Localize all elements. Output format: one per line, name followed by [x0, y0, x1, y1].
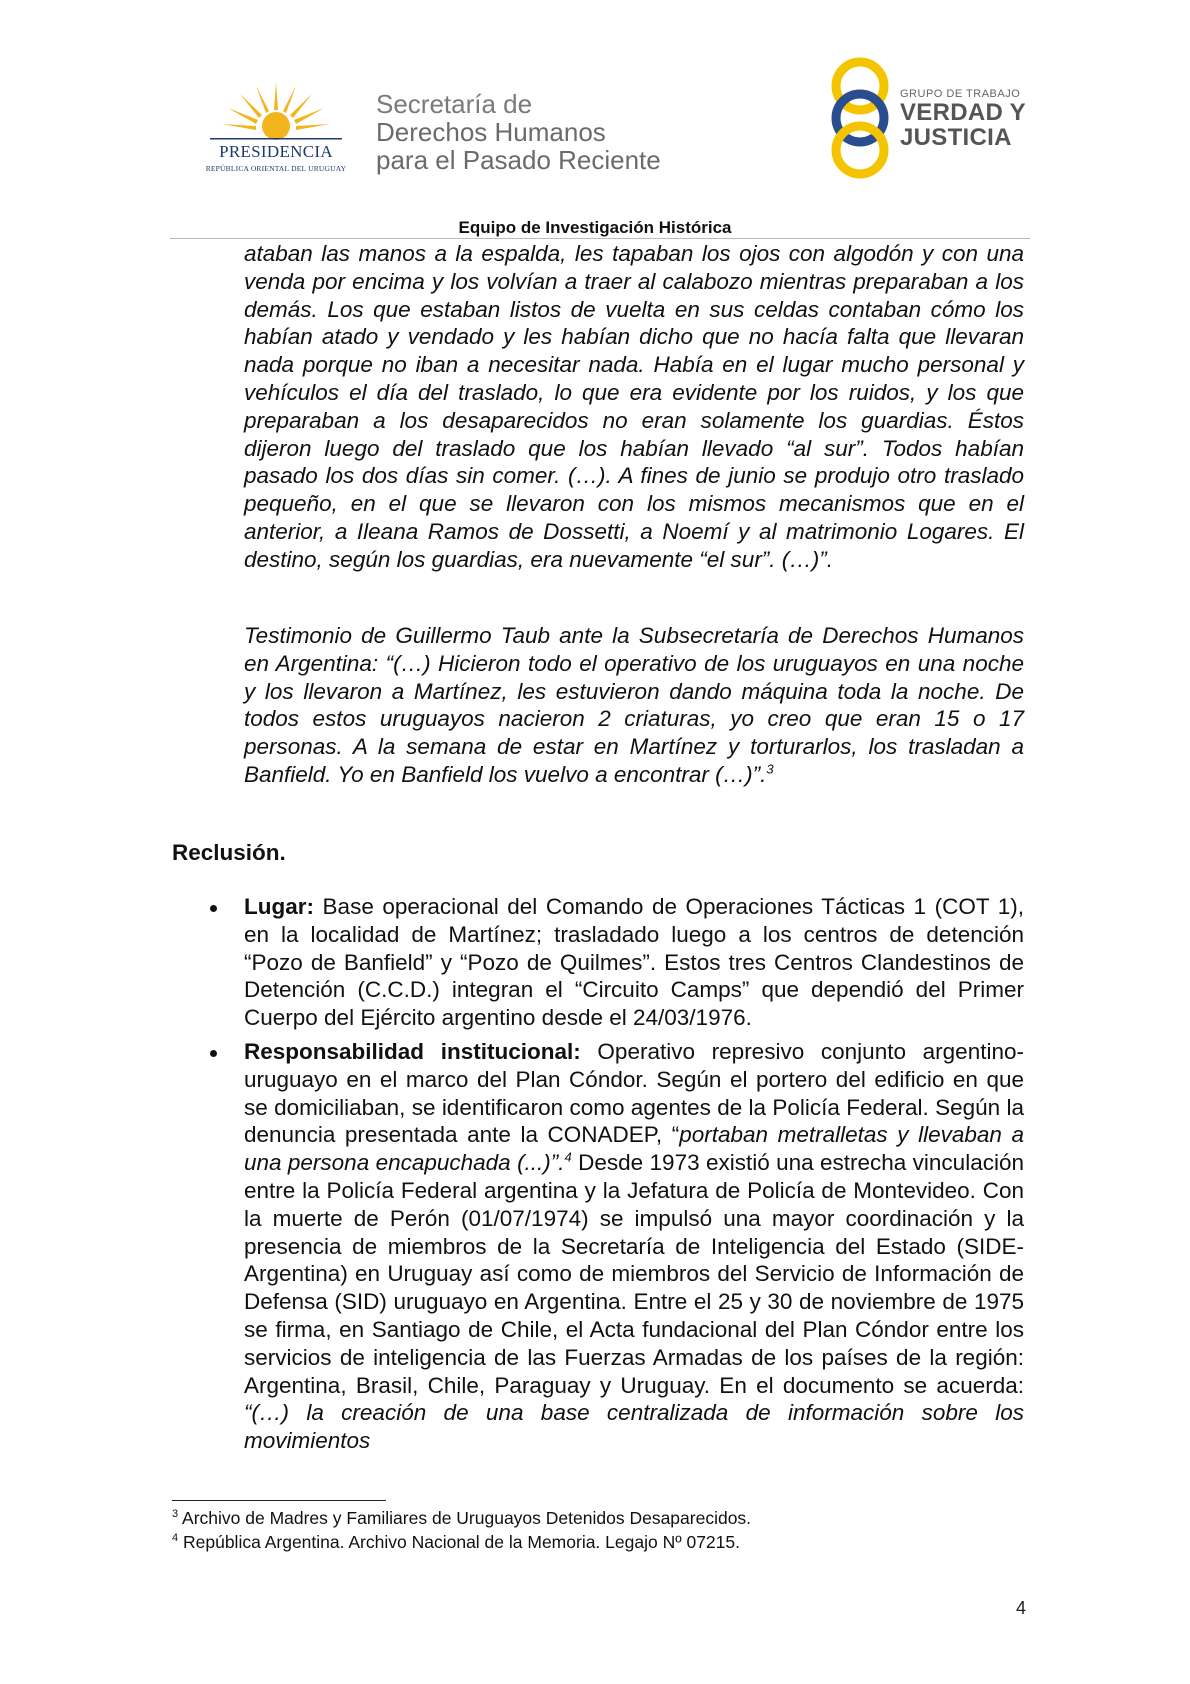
- bullet-quote-a: portaban metralletas y llevaban a una persona encapuchada (...)”.: [244, 1122, 1024, 1176]
- presidencia-subtitle: REPÚBLICA ORIENTAL DEL URUGUAY: [205, 164, 347, 173]
- footnote-text: Archivo de Madres y Familiares de Uruguayos Detenidos Desaparecidos.: [178, 1508, 752, 1528]
- secretaria-line-3: para el Pasado Reciente: [376, 145, 661, 175]
- vj-line-1: VERDAD Y: [900, 99, 1026, 126]
- testimony-paragraph-1: ataban las manos a la espalda, les tapaban los ojos con algodón y con una venda por encima y los volvían a traer al calabozo mientras preparaban a los demás. Los que estaban listos de vuelta en sus celdas contaban cómo los habían atado y vendado y les habían dicho que no hacía falta que llevaran nada porque no iban a necesitar nada. Había en el lugar mucho personal y vehículos el día del traslado, lo que era evidente por los ruidos, y los que preparaban a los desaparecidos no eran solamente los guardias. Éstos dijeron luego del traslado que los habían llevado “al sur”. Todos habían pasado los dos días sin comer. (…). A fines de junio se produjo otro traslado pequeño, en el que se llevaron con los mismos mecanismos que en el anterior, a Ileana Ramos de Dossetti, a Noemí y al matrimonio Logares. El destino, según los guardias, era nuevamente “el sur”. (…)”.: [244, 241, 1024, 572]
- bullet-text-lugar: [244, 893, 1024, 1032]
- verdad-justicia-logo-icon: [820, 56, 900, 180]
- bullet-body-lugar: Base operacional del Comando de Operaciones Tácticas 1 (COT 1), en la localidad de Martínez; trasladado luego a los centros de detención “Pozo de Banfield” y “Pozo de Quilmes”. Estos tres Centros Clandestinos de Detención (C.C.D.) integran el “Circuito Camps” que dependió del Primer Cuerpo del Ejército argentino desde el 24/03/1976.: [244, 894, 1024, 1031]
- footnote-ref-3: 3: [766, 761, 774, 777]
- testimony-taub-text: Testimonio de Guillermo Taub ante la Subsecretaría de Derechos Humanos en Argentina: “(…) Hicieron todo el operativo de los uruguayos en una noche y los llevaron a Martínez, les estuvieron dando máquina toda la noche. De todos estos uruguayos nacieron 2 criaturas, yo creo que eran 15 o 17 personas. A la semana de estar en Martínez y torturarlos, los trasladan a Banfield. Yo en Banfield los vuelvo a encontrar (…)”.: [244, 623, 1024, 787]
- footnote-4: [172, 1530, 1032, 1554]
- bullet-quote-b: “(…) la creación de una base centralizada de información sobre los movimientos: [244, 1400, 1024, 1454]
- bullet-label-responsabilidad: Responsabilidad institucional:: [244, 1039, 581, 1064]
- secretaria-logo-text: [376, 90, 661, 174]
- footnote-text: República Argentina. Archivo Nacional de la Memoria. Legajo Nº 07215.: [178, 1532, 740, 1552]
- presidencia-title: PRESIDENCIA: [219, 142, 333, 161]
- bullet-body-a: Operativo represivo conjunto argentino-uruguayo en el marco del Plan Cóndor. Según el portero del edificio en que se domiciliaban, se identificaron como agentes de la Policía Federal. Según la denuncia presentada ante la CONADEP, “: [244, 1039, 1024, 1148]
- bullet-body-b: Desde 1973 existió una estrecha vinculación entre la Policía Federal argentina y la Jefatura de Policía de Montevideo. Con la muerte de Perón (01/07/1974) se impulsó una mayor coordinación y la presencia de miembros de la Secretaría de Inteligencia del Estado (SIDE-Argentina) en Uruguay así como de miembros del Servicio de Información de Defensa (SID) uruguayo en Argentina. Entre el 25 y 30 de noviembre de 1975 se firma, en Santiago de Chile, el Acta fundacional del Plan Cóndor entre los servicios de inteligencia de las Fuerzas Armadas de los países de la región: Argentina, Brasil, Chile, Paraguay y Uruguay. En el documento se acuerda:: [244, 1150, 1024, 1398]
- verdad-justicia-text: [900, 88, 1026, 150]
- bullet-icon: [210, 905, 217, 912]
- bullet-label-lugar: Lugar:: [244, 894, 314, 919]
- secretaria-line-2: Derechos Humanos: [376, 117, 606, 147]
- footnote-3: [172, 1506, 1032, 1530]
- bullet-text-responsabilidad: [244, 1038, 1024, 1455]
- page-header: [0, 0, 1190, 237]
- team-heading: Equipo de Investigación Histórica: [458, 218, 732, 237]
- header-divider: [170, 238, 1030, 239]
- secretaria-line-1: Secretaría de: [376, 89, 533, 119]
- vj-line-2: JUSTICIA: [900, 124, 1012, 151]
- footnotes: [172, 1506, 1032, 1554]
- footnote-divider: [172, 1500, 386, 1501]
- sun-icon: [196, 80, 356, 144]
- footnote-number: 4: [172, 1532, 179, 1545]
- page-number: 4: [1016, 1598, 1027, 1618]
- presidencia-logo: [196, 80, 356, 180]
- testimony-paragraph-2: [244, 622, 1024, 789]
- vj-subtitle: GRUPO DE TRABAJO: [900, 88, 1021, 100]
- footnote-ref-4: 4: [564, 1149, 572, 1165]
- bullet-icon: [210, 1050, 217, 1057]
- footnote-number: 3: [172, 1508, 179, 1521]
- section-title-reclusion: Reclusión.: [172, 840, 286, 865]
